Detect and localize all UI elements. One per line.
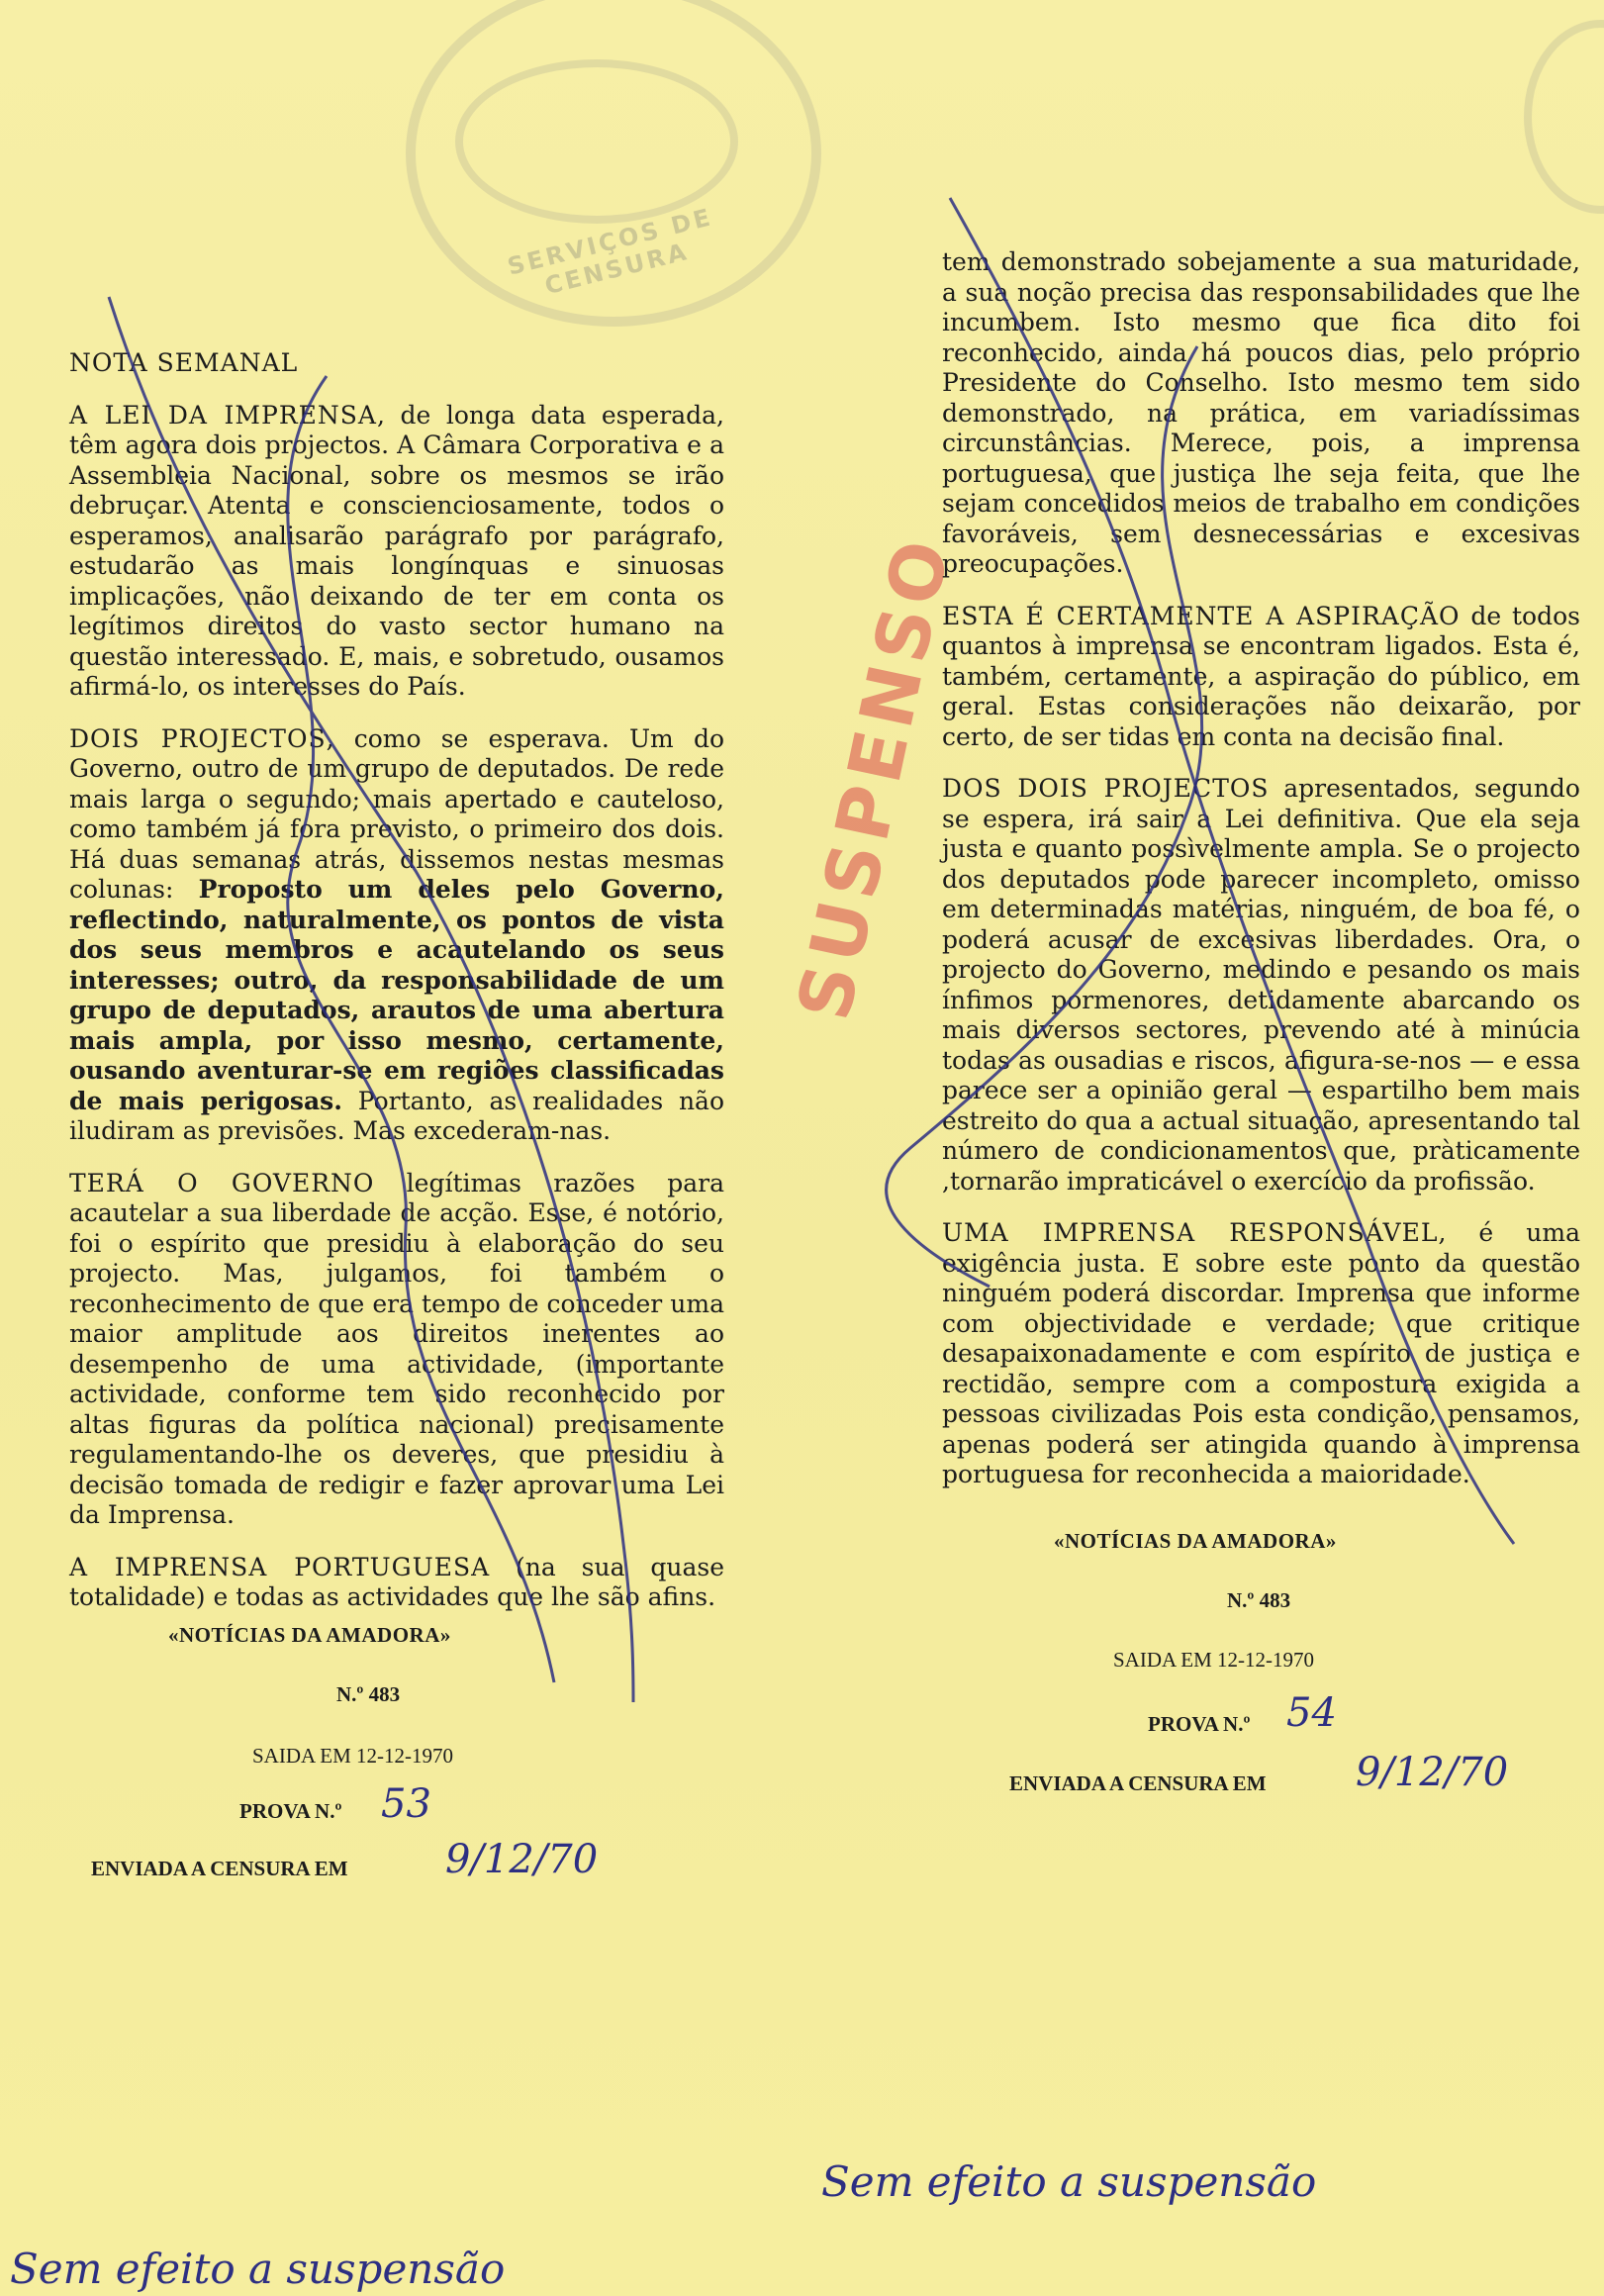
sent-to-censor-label-left: ENVIADA A CENSURA EM xyxy=(91,1857,348,1880)
suspenso-stamp: SUSPENSO xyxy=(782,527,968,1027)
paragraph xyxy=(942,774,1580,1196)
section-heading: NOTA SEMANAL xyxy=(69,348,299,377)
sent-date-left: 9/12/70 xyxy=(445,1837,599,1882)
paragraph-body: Portanto, as realidades não iludiram as previsões. Mas excederam-nas. xyxy=(69,1086,724,1145)
right-column xyxy=(942,247,1580,1512)
paragraph xyxy=(69,724,724,1147)
paragraph xyxy=(69,401,724,703)
paragraph-body: de todos quantos à imprensa se encontram ligados. Esta é, também, certamente, a aspiração do público, em geral. Estas considerações não deixarão, por certo, de ser tidas em conta na decisão final. xyxy=(942,601,1580,751)
paragraph-lead: DOIS PROJECTOS xyxy=(69,723,327,753)
censorship-stamp-inner xyxy=(455,59,738,224)
paragraph-body: legítimas razões para acautelar a sua liberdade de acção. Esse, é notório, foi o espírito que presidiu à elaboração do seu projecto. Mas, julgamos, foi também o reconhecimento de que era tempo de conceder uma maior amplitude aos direitos inerentes ao desempenho de uma actividade, (importante actividade, conforme tem sido reconhecido por altas figuras da política nacional) precisamente regulamentando-lhe os deveres, que presidiu à decisão tomada de redigir e fazer aprovar uma Lei da Imprensa. xyxy=(69,1168,724,1529)
paragraph-lead: ESTA É CERTAMENTE A ASPIRAÇÃO xyxy=(942,601,1461,630)
paragraph xyxy=(69,1169,724,1531)
proof-number-left: 53 xyxy=(381,1781,431,1827)
paragraph-lead: A LEI DA IMPRENSA xyxy=(69,400,377,430)
release-date-right: SAIDA EM 12-12-1970 xyxy=(1113,1648,1314,1672)
proof-label-right: PROVA N.º xyxy=(1148,1712,1251,1736)
paragraph-body: (na sua quase totalidade) e todas as actividades que lhe são afins. xyxy=(69,1552,724,1611)
sent-to-censor-label-right: ENVIADA A CENSURA EM xyxy=(1009,1771,1267,1795)
paragraph-lead: DOS DOIS PROJECTOS xyxy=(942,774,1270,803)
proof-number-right: 54 xyxy=(1286,1690,1337,1736)
censorship-stamp-label: SERVIÇOS DE CENSURA xyxy=(505,203,716,301)
masthead-left: «NOTÍCIAS DA AMADORA» xyxy=(168,1623,451,1647)
paragraph xyxy=(942,247,1580,580)
paragraph xyxy=(942,602,1580,753)
paragraph-body: , é uma exigência justa. E sobre este ponto da questão ninguém poderá discordar. Imprensa que informe com objectividade e verdade; que critique desapaixonadamente e com espírito de justiça e rectidão, sempre com a compostura exigida a pessoas civilizadas Pois esta condição, pensamos, apenas poderá ser atingida quando à imprensa portuguesa for reconhecida a maioridade. xyxy=(942,1218,1580,1488)
quoted-bold-text: Proposto um deles pelo Governo, reflectindo, naturalmente, os pontos de vista dos seus membros e acautelando os seus interesses; outro, da responsabilidade de um grupo de deputados, arautos de uma abertura mais ampla, por isso mesmo, certamente, ousando aventurar-se em regiões classificadas de mais perigosas. xyxy=(69,875,724,1115)
paragraph xyxy=(69,1553,724,1613)
left-column xyxy=(69,348,724,1635)
issue-number-right: N.º 483 xyxy=(1227,1588,1291,1612)
paragraph-lead: TERÁ O GOVERNO xyxy=(69,1168,375,1197)
proof-label-left: PROVA N.º xyxy=(239,1799,342,1823)
paragraph-lead: UMA IMPRENSA RESPONSÁVEL xyxy=(942,1218,1439,1247)
issue-number-left: N.º 483 xyxy=(336,1682,401,1706)
paragraph xyxy=(942,1218,1580,1490)
paragraph-body: , como se esperava. Um do Governo, outro de um grupo de deputados. De rede mais larga o segundo; mais apertado e cauteloso, como também já fora previsto, o primeiro dos dois. Há duas semanas atrás, dissemos nestas mesmas colunas: xyxy=(69,723,725,904)
handwritten-note-left: Sem efeito a suspensão xyxy=(10,2245,506,2293)
paragraph-lead: A IMPRENSA PORTUGUESA xyxy=(69,1552,491,1581)
paragraph-body: apresentados, segundo se espera, irá sair a Lei definitiva. Que ela seja justa e quanto possìvelmente ampla. Se o projecto dos deputados pode parecer incompleto, omisso em determinadas matérias, ninguém, de boa fé, o poderá acusar de excesivas liberdades. Ora, o projecto do Governo, medindo e pesando os mais ínfimos pormenores, detidamente abarcando os mais diversos sectores, prevendo até à minúcia todas as ousadias e riscos, afigura-se-nos — e essa parece ser a opinião geral — espartilho bem mais estreito do qua a actual situação, apresentando tal número de condicionamentos que, pràticamente ,tornarão impraticável o exercício da profissão. xyxy=(942,774,1580,1196)
paragraph-body: , de longa data esperada, têm agora dois projectos. A Câmara Corporativa e a Assembleia Nacional, sobre os mesmos se irão debruçar. Atenta e conscienciosamente, todos o esperamos, analisarão parágrafo por parágrafo, estudarão as mais longínquas e sinuosas implicações, não deixando de ter em conta os legítimos direitos do vasto sector humano na questão interessado. E, mais, e sobretudo, ousamos afirmá-lo, os interesses do País. xyxy=(69,400,724,701)
masthead-right: «NOTÍCIAS DA AMADORA» xyxy=(1054,1529,1337,1553)
paragraph-body: tem demonstrado sobejamente a sua maturidade, a sua noção precisa das responsabilidades que lhe incumbem. Isto mesmo que fica dito foi reconhecido, ainda há poucos dias, pelo próprio Presidente do Conselho. Isto mesmo tem sido demonstrado, na prática, em variadíssimas circunstâncias. Merece, pois, a imprensa portuguesa, que justiça lhe seja feita, que lhe sejam concedidos meios de trabalho em condições favoráveis, sem desnecessárias e excesivas preocupações. xyxy=(942,247,1580,578)
handwritten-note-right: Sem efeito a suspensão xyxy=(821,2157,1317,2206)
release-date-left: SAIDA EM 12-12-1970 xyxy=(252,1744,453,1768)
sent-date-right: 9/12/70 xyxy=(1356,1750,1509,1795)
